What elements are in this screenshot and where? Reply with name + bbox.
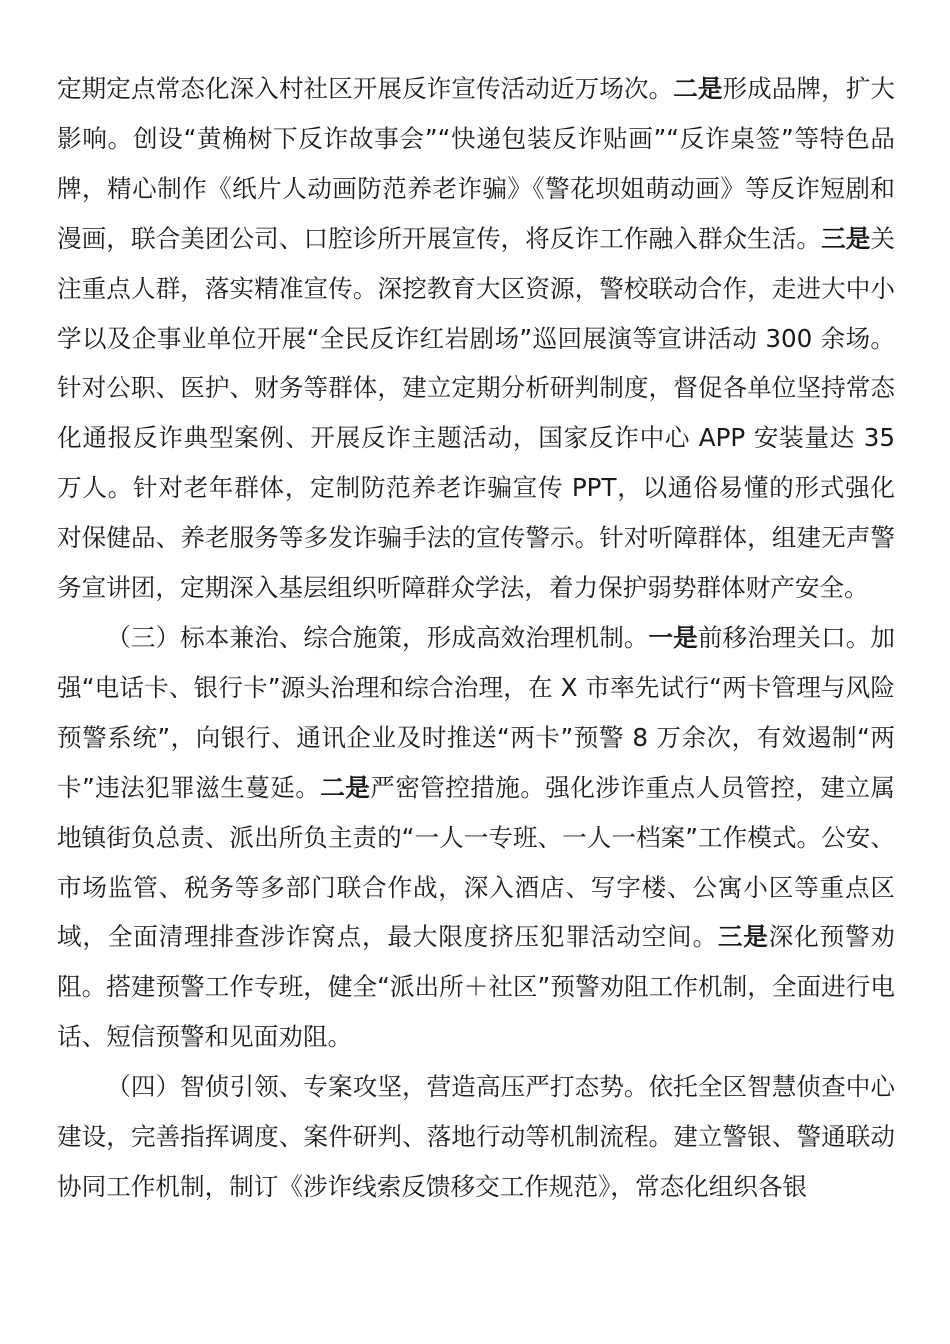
text-run: 前移治理关口。加强“电话卡、银行卡”源头治理和综合治理，在 X 市率先试行“两卡管理与风险预警系统”，向银行、通讯企业及时推送“两卡”预警 8 万余次，有效遏制“两卡”违法犯罪滋生蔓延。: [57, 622, 895, 802]
paragraph-3: [57, 1062, 895, 1212]
emphasis-run: 三是: [717, 922, 769, 952]
section-heading-run: （三）标本兼治、综合施策，形成高效治理机制。: [106, 622, 649, 652]
text-run: 关注重点人群，落实精准宣传。深挖教育大区资源，警校联动合作，走进大中小学以及企事业单位开展“全民反诈红岩剧场”巡回展演等宣讲活动 300 余场。针对公职、医护、财务等群体，建立定期分析研判制度，督促各单位坚持常态化通报反诈典型案例、开展反诈主题活动，国家反诈中心 APP 安装量达 35 万人。针对老年群体，定制防范养老诈骗宣传 PPT，以通俗易懂的形式强化对保健品、养老服务等多发诈骗手法的宣传警示。针对听障群体，组建无声警务宣讲团，定期深入基层组织听障群众学法，着力保护弱势群体财产安全。: [57, 223, 895, 603]
emphasis-run: 一是: [648, 622, 698, 652]
paragraph-1: [57, 64, 895, 613]
section-heading-run: （四）智侦引领、专案攻坚，营造高压严打态势。依托全区智慧侦查中心建设，完善指挥调度、案件研判、落地行动等机制流程。建立警银、警通联动协同工作机制，制订《涉诈线索反馈移交工作规范》，常态化组织各银: [57, 1072, 895, 1201]
text-run: 定期定点常态化深入村社区开展反诈宣传活动近万场次。: [57, 74, 674, 103]
text-run: 严密管控措施。强化涉诈重点人员管控，建立属地镇街负总责、派出所负主责的“一人一专班、一人一档案”工作模式。公安、市场监管、税务等多部门联合作战，深入酒店、写字楼、公寓小区等重点区域，全面清理排查涉诈窝点，最大限度挤压犯罪活动空间。: [57, 772, 895, 952]
emphasis-run: 三是: [821, 223, 871, 253]
emphasis-run: 二是: [673, 74, 723, 103]
text-run: 深化预警劝阻。搭建预警工作专班，健全“派出所＋社区”预警劝阻工作机制，全面进行电话、短信预警和见面劝阻。: [57, 922, 895, 1052]
document-body: [57, 64, 895, 1212]
emphasis-run: 二是: [320, 772, 371, 802]
text-run: 形成品牌，扩大影响。创设“黄桷树下反诈故事会”“快递包装反诈贴画”“反诈桌签”等特色品牌，精心制作《纸片人动画防范养老诈骗》《警花坝姐萌动画》等反诈短剧和漫画，联合美团公司、口腔诊所开展宣传，将反诈工作融入群众生活。: [57, 74, 895, 253]
paragraph-2: [57, 613, 895, 1062]
